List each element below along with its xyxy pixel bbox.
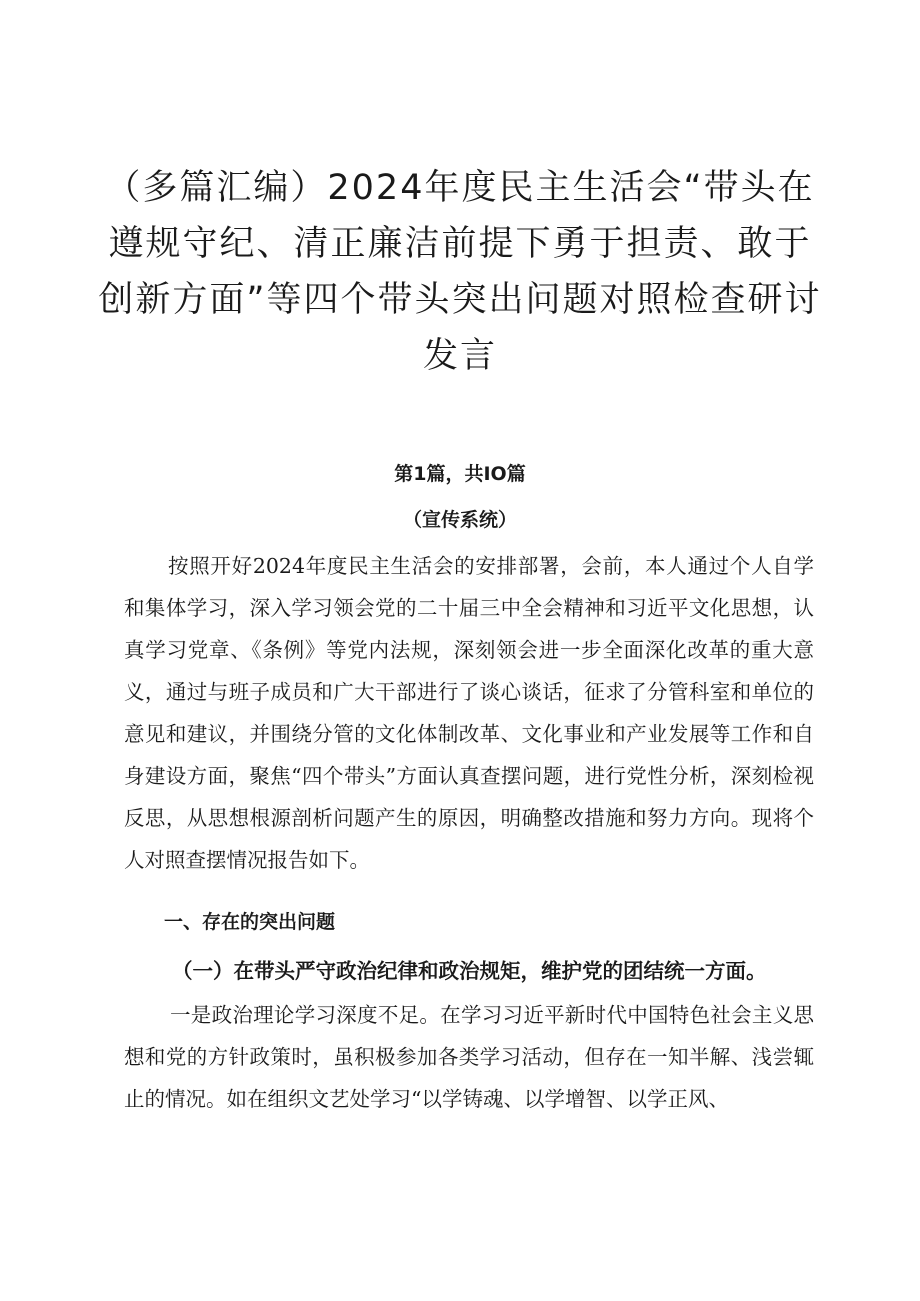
issue-paragraph: 一是政治理论学习深度不足。在学习习近平新时代中国特色社会主义思想和党的方针政策时，虽积极参加各类学习活动，但存在一知半解、浅尝辄止的情况。如在组织文艺处学习“以学铸魂、以学增智、以学正风、 bbox=[124, 1003, 814, 1111]
part-label: 第1篇，共IO篇 bbox=[394, 463, 526, 485]
intro-paragraph: 按照开好2024年度民主生活会的安排部署，会前，本人通过个人自学和集体学习，深入学习领会党的二十届三中全会精神和习近平文化思想，认真学习党章、《条例》等党内法规，深刻领会进一步全面深化改革的重大意义，通过与班子成员和广大干部进行了谈心谈话，征求了分管科室和单位的意见和建议，并围绕分管的文化体制改革、文化事业和产业发展等工作和自身建设方面，聚焦“四个带头”方面认真查摆问题，进行党性分析，深刻检视反思，从思想根源剖析问题产生的原因，明确整改措施和努力方向。现将个人对照查摆情况报告如下。 bbox=[124, 554, 814, 872]
part-subtitle: （宣传系统） bbox=[402, 509, 517, 531]
document-title: （多篇汇编）2024年度民主生活会“带头在遵规守纪、清正廉洁前提下勇于担责、敢于创新方面”等四个带头突出问题对照检查研讨发言 bbox=[98, 168, 822, 376]
section-heading: 一、存在的突出问题 bbox=[164, 911, 336, 933]
subsection-heading: （一）在带头严守政治纪律和政治规矩，维护党的团结统一方面。 bbox=[172, 959, 767, 983]
